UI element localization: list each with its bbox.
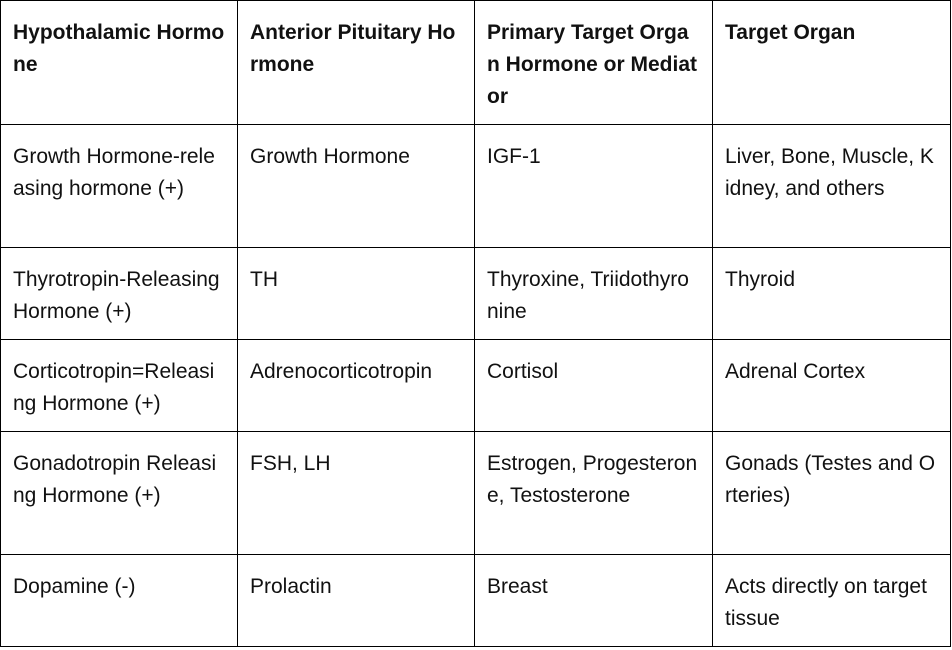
cell-anterior-pituitary-hormone: Growth Hormone (238, 125, 475, 248)
cell-primary-target-organ-hormone: Breast (475, 555, 713, 647)
cell-anterior-pituitary-hormone: FSH, LH (238, 432, 475, 555)
cell-target-organ: Thyroid (713, 248, 951, 340)
cell-hypothalamic-hormone: Dopamine (-) (1, 555, 238, 647)
header-anterior-pituitary-hormone: Anterior Pituitary Hormone (238, 1, 475, 125)
header-primary-target-organ-hormone: Primary Target Organ Hormone or Mediator (475, 1, 713, 125)
cell-hypothalamic-hormone: Thyrotropin-Releasing Hormone (+) (1, 248, 238, 340)
header-target-organ: Target Organ (713, 1, 951, 125)
cell-anterior-pituitary-hormone: Adrenocorticotropin (238, 340, 475, 432)
cell-anterior-pituitary-hormone: Prolactin (238, 555, 475, 647)
table-header-row (1, 1, 951, 125)
header-hypothalamic-hormone: Hypothalamic Hormone (1, 1, 238, 125)
cell-hypothalamic-hormone: Gonadotropin Releasing Hormone (+) (1, 432, 238, 555)
table-row (1, 555, 951, 647)
cell-target-organ: Liver, Bone, Muscle, Kidney, and others (713, 125, 951, 248)
cell-target-organ: Gonads (Testes and Orteries) (713, 432, 951, 555)
cell-hypothalamic-hormone: Corticotropin=Releasing Hormone (+) (1, 340, 238, 432)
table-row (1, 340, 951, 432)
cell-primary-target-organ-hormone: IGF-1 (475, 125, 713, 248)
cell-target-organ: Adrenal Cortex (713, 340, 951, 432)
cell-target-organ: Acts directly on target tissue (713, 555, 951, 647)
cell-anterior-pituitary-hormone: TH (238, 248, 475, 340)
cell-primary-target-organ-hormone: Cortisol (475, 340, 713, 432)
table-row (1, 248, 951, 340)
cell-primary-target-organ-hormone: Estrogen, Progesterone, Testosterone (475, 432, 713, 555)
cell-hypothalamic-hormone: Growth Hormone-releasing hormone (+) (1, 125, 238, 248)
cell-primary-target-organ-hormone: Thyroxine, Triidothyronine (475, 248, 713, 340)
table-row (1, 125, 951, 248)
table-row (1, 432, 951, 555)
